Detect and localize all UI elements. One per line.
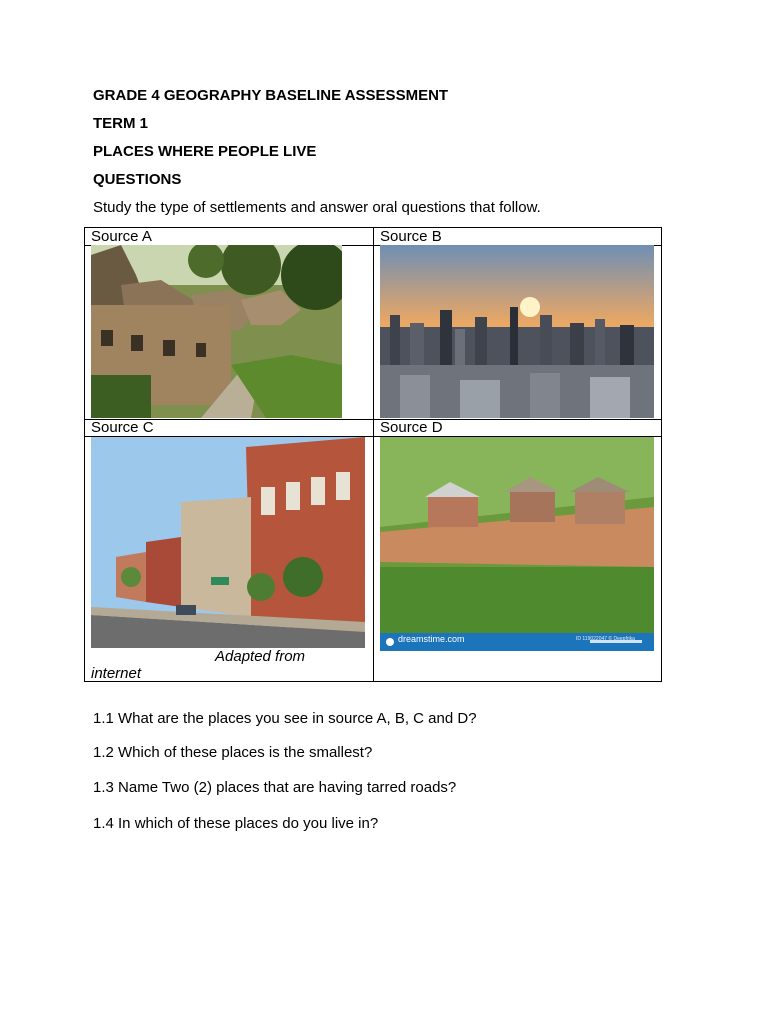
- source-d-label: Source D: [380, 419, 443, 436]
- source-d-image: [380, 437, 654, 651]
- questions-heading: QUESTIONS: [93, 171, 182, 188]
- image-id-text: ID 119022047 © Deepfrika: [576, 636, 635, 642]
- source-c-image: [91, 437, 365, 648]
- sources-table: [84, 227, 662, 682]
- credit-line-2: internet: [91, 665, 142, 682]
- question-1-1: 1.1 What are the places you see in source A, B, C and D?: [93, 710, 477, 727]
- question-1-4: 1.4 In which of these places do you live in?: [93, 815, 379, 832]
- question-1-2: 1.2 Which of these places is the smallest?: [93, 744, 373, 761]
- source-a-image: [91, 245, 342, 418]
- source-a-label: Source A: [91, 228, 152, 245]
- watermark-text: dreamstime.com: [398, 634, 465, 644]
- source-b-label: Source B: [380, 228, 442, 245]
- term-heading: TERM 1: [93, 115, 149, 132]
- page-title: GRADE 4 GEOGRAPHY BASELINE ASSESSMENT: [93, 87, 449, 104]
- source-c-label: Source C: [91, 419, 154, 436]
- question-1-3: 1.3 Name Two (2) places that are having tarred roads?: [93, 779, 457, 796]
- instruction-text: Study the type of settlements and answer oral questions that follow.: [93, 199, 541, 216]
- source-b-image: [380, 245, 654, 418]
- table-column-divider: [373, 228, 374, 681]
- table-row-divider: [85, 419, 661, 420]
- credit-line-1: Adapted from: [215, 648, 306, 665]
- topic-heading: PLACES WHERE PEOPLE LIVE: [93, 143, 317, 160]
